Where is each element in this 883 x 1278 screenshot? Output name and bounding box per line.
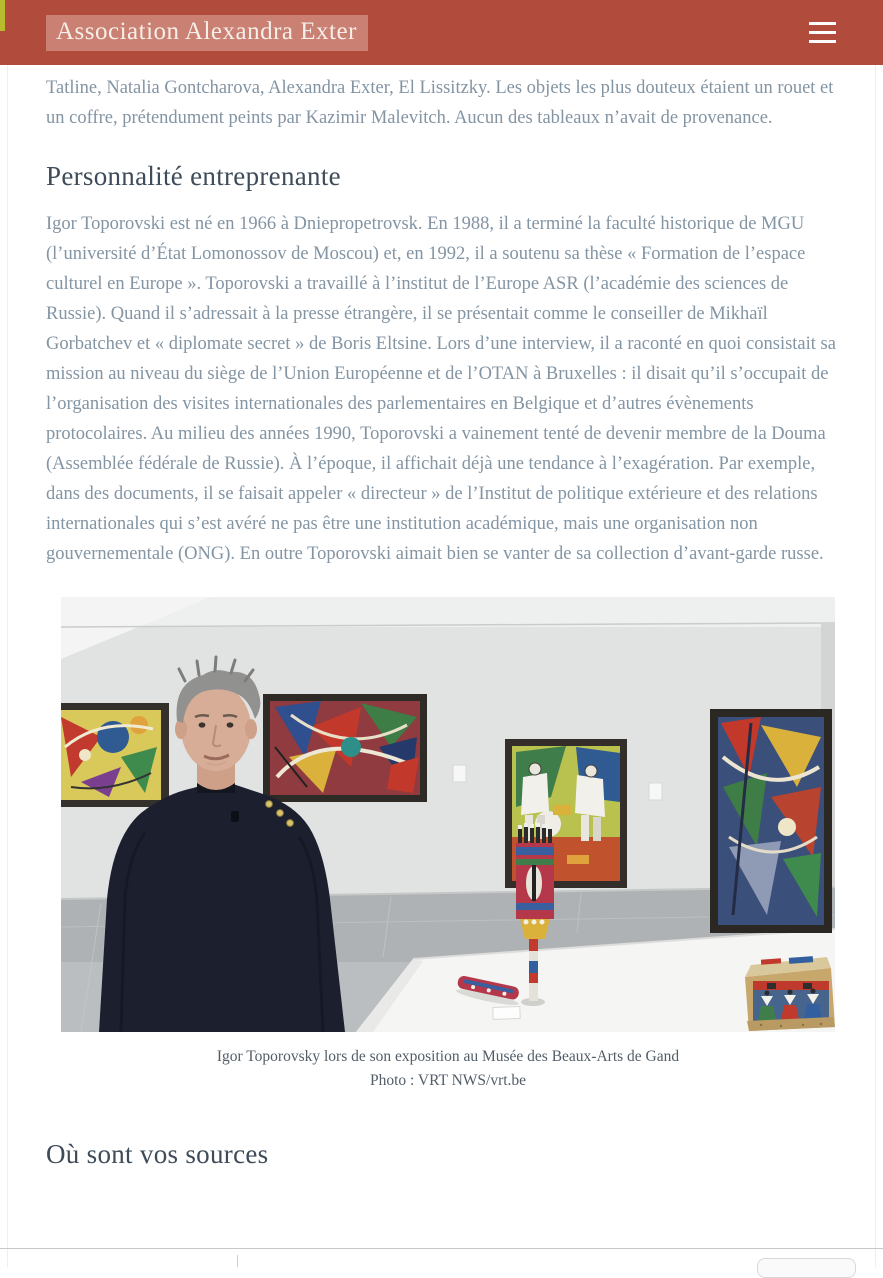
painting-4 <box>710 709 832 933</box>
table-column-divider <box>237 1255 238 1267</box>
section-heading-sources: Où sont vos sources <box>46 1139 269 1169</box>
site-header <box>0 0 883 65</box>
section-heading-personnalite: Personnalité entreprenante <box>46 161 341 191</box>
gallery-photo-figure <box>61 597 835 1093</box>
table-top-border <box>0 1248 883 1249</box>
table-rounded-control[interactable] <box>757 1258 856 1278</box>
hamburger-menu-icon[interactable] <box>809 22 837 43</box>
intro-paragraph: Tatline, Natalia Gontcharova, Alexandra Exter, El Lissitzky. Les objets les plus douteux étaient un rouet et un coffre, prétendument peints par Kazimir Malevitch. Aucun des tableaux n’avait de provenance. <box>46 78 834 128</box>
article-content <box>0 65 883 1187</box>
caption-line-1: Igor Toporovsky lors de son exposition au Musée des Beaux-Arts de Gand <box>216 1048 680 1065</box>
painting-2 <box>263 694 427 802</box>
section1-paragraph: Igor Toporovski est né en 1966 à Dniepropetrovsk. En 1988, il a terminé la faculté historique de MGU (l’université d’État Lomonossov de Moscou) et, en 1992, il a soutenu sa thèse « Formation de l’espace culturel en Europe ». Toporovski a travaillé à l’institut de l’Europe ASR (l’académie des sciences de Russie). Quand il s’adressait à la presse étrangère, il se présentait comme le conseiller de Mikhaïl Gorbatchev et « diplomate secret » de Boris Eltsine. Lors d’une interview, il a raconté en quoi consistait sa mission au niveau du siège de l’Union Européenne et de l’OTAN à Bruxelles : il disait qu’il s’occupait de l’organisation des visites internationales des parlementaires en Belgique et d’autres évènements protocolaires. Au milieu des années 1990, Toporovski a vainement tenté de devenir membre de la Douma (Assemblée fédérale de Russie). À l’époque, il affichait déjà une tendance à l’exagération. Par exemple, dans des documents, il se faisait appeler « directeur » de l’Institut de politique extérieure et des relations internationales qui s’est avéré ne pas être une institution académique, mais une organisation non gouvernementale (ONG). En outre Toporovski aimait bien se vanter de sa collection d’avant-garde russe. <box>46 214 836 564</box>
site-title[interactable]: Association Alexandra Exter <box>46 15 368 51</box>
painting-1 <box>61 703 169 807</box>
photo-caption <box>61 1045 835 1093</box>
chest-object <box>745 956 835 1031</box>
gallery-photo <box>61 597 835 1032</box>
corner-sliver <box>0 0 5 31</box>
caption-line-2: Photo : VRT NWS/vrt.be <box>369 1072 527 1089</box>
